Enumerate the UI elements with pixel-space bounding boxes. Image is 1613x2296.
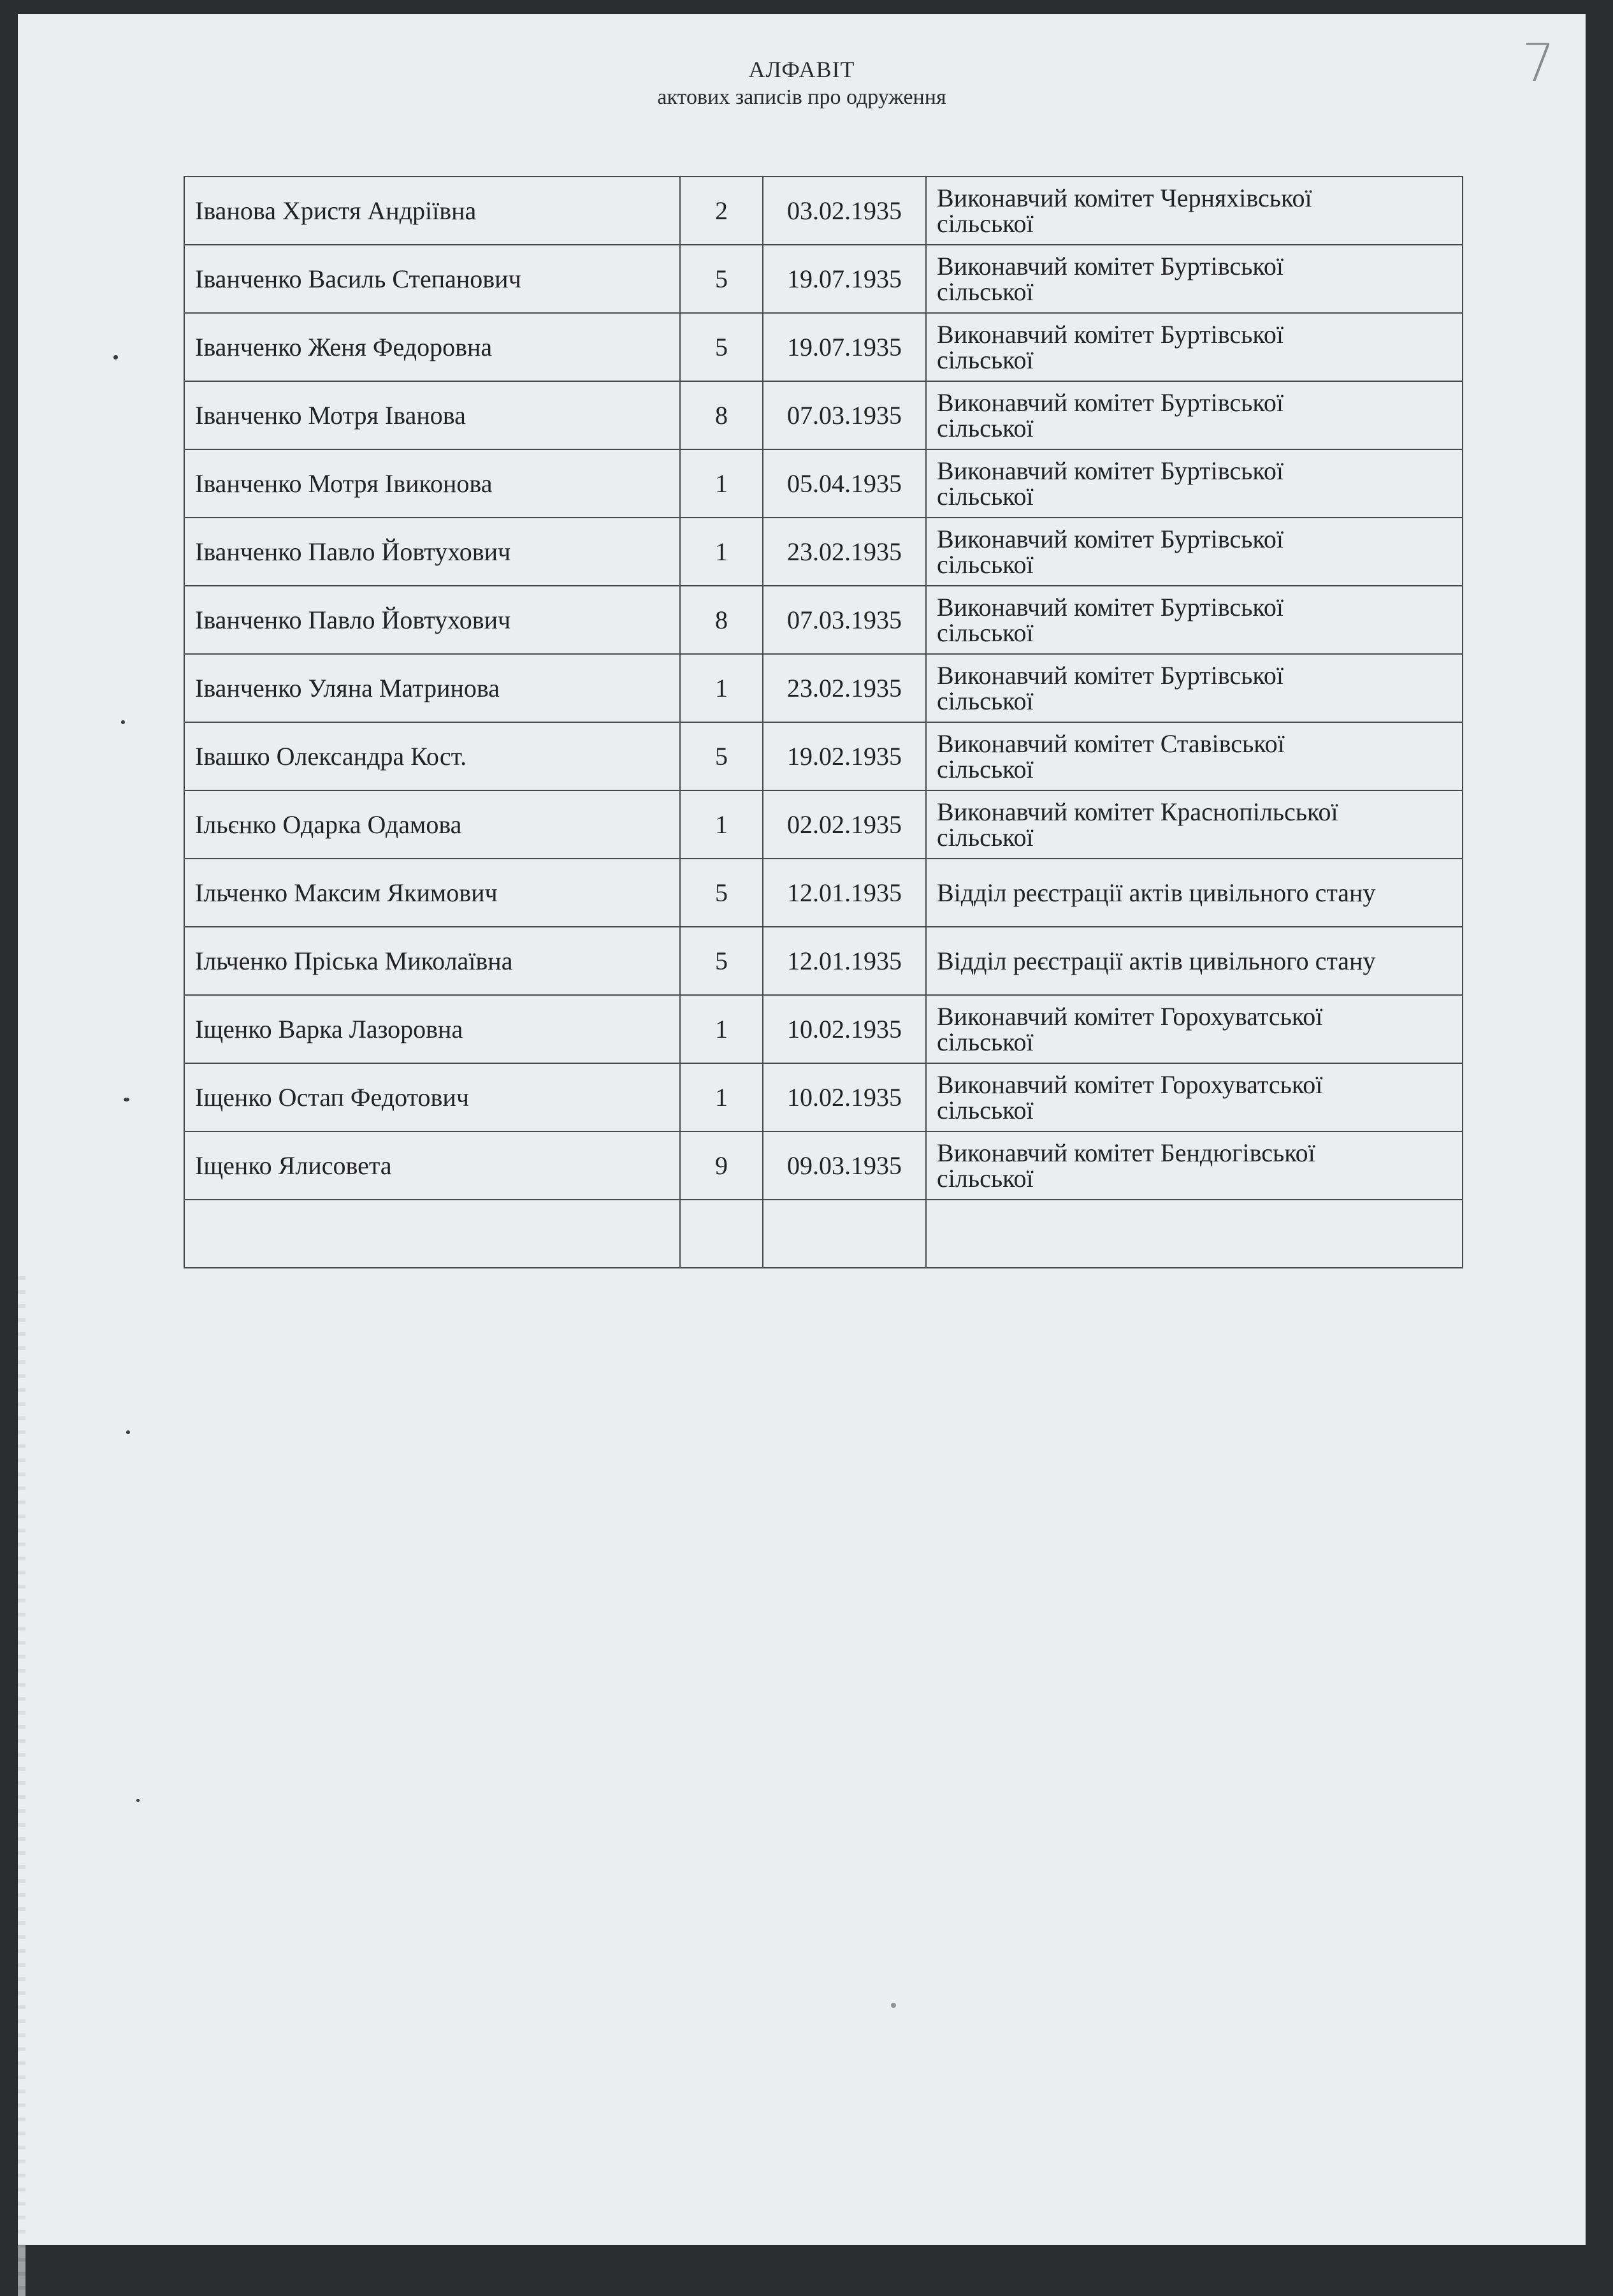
record-number-cell: 1	[680, 995, 763, 1063]
record-date-cell: 12.01.1935	[763, 859, 926, 927]
record-number-cell: 1	[680, 518, 763, 586]
record-name-cell: Іванченко Мотря Іванова	[184, 381, 680, 449]
record-number-cell: 8	[680, 586, 763, 654]
record-date-cell: 05.04.1935	[763, 449, 926, 518]
record-date-cell: 23.02.1935	[763, 518, 926, 586]
table-row	[184, 722, 1463, 790]
record-date-cell: 07.03.1935	[763, 586, 926, 654]
record-number-cell: 8	[680, 381, 763, 449]
record-number-cell: 5	[680, 722, 763, 790]
table-row	[184, 1131, 1463, 1200]
table-row	[184, 995, 1463, 1063]
table-row	[184, 790, 1463, 859]
record-number-cell: 1	[680, 1063, 763, 1131]
record-number-cell: 5	[680, 927, 763, 995]
record-issuer-cell: Виконавчий комітет Буртівської сільської	[926, 245, 1463, 313]
table-row	[184, 586, 1463, 654]
table-row	[184, 449, 1463, 518]
record-name-cell: Іванченко Мотря Івиконова	[184, 449, 680, 518]
record-number-cell	[680, 1200, 763, 1268]
record-issuer-cell: Виконавчий комітет Горохуватської сільської	[926, 995, 1463, 1063]
record-issuer-cell: Виконавчий комітет Ставівської сільської	[926, 722, 1463, 790]
record-name-cell: Іщенко Ялисовета	[184, 1131, 680, 1200]
record-issuer-cell: Виконавчий комітет Буртівської сільської	[926, 518, 1463, 586]
table-row	[184, 381, 1463, 449]
record-name-cell: Іванова Христя Андріївна	[184, 177, 680, 245]
record-date-cell: 19.07.1935	[763, 245, 926, 313]
record-number-cell: 1	[680, 449, 763, 518]
record-name-cell: Ільченко Пріська Миколаївна	[184, 927, 680, 995]
record-name-cell: Іванченко Уляна Матринова	[184, 654, 680, 722]
record-date-cell	[763, 1200, 926, 1268]
record-name-cell: Ільченко Максим Якимович	[184, 859, 680, 927]
scan-edge-marks	[18, 1276, 25, 2296]
scan-speck	[113, 355, 118, 360]
record-name-cell: Іванченко Женя Федоровна	[184, 313, 680, 381]
record-name-cell: Іщенко Варка Лазоровна	[184, 995, 680, 1063]
record-date-cell: 23.02.1935	[763, 654, 926, 722]
record-date-cell: 07.03.1935	[763, 381, 926, 449]
record-name-cell: Іванченко Василь Степанович	[184, 245, 680, 313]
record-issuer-cell: Відділ реєстрації актів цивільного стану	[926, 927, 1463, 995]
record-date-cell: 19.07.1935	[763, 313, 926, 381]
record-name-cell: Іванченко Павло Йовтухович	[184, 518, 680, 586]
record-number-cell: 9	[680, 1131, 763, 1200]
table-row	[184, 927, 1463, 995]
record-date-cell: 19.02.1935	[763, 722, 926, 790]
table-body	[184, 177, 1463, 1268]
record-issuer-cell: Виконавчий комітет Буртівської сільської	[926, 586, 1463, 654]
record-number-cell: 5	[680, 313, 763, 381]
record-issuer-cell: Виконавчий комітет Буртівської сільської	[926, 654, 1463, 722]
table-row	[184, 654, 1463, 722]
table-row	[184, 1200, 1463, 1268]
record-name-cell: Іщенко Остап Федотович	[184, 1063, 680, 1131]
document-page	[18, 14, 1586, 2245]
record-date-cell: 09.03.1935	[763, 1131, 926, 1200]
table-row	[184, 313, 1463, 381]
record-number-cell: 1	[680, 790, 763, 859]
scan-speck	[121, 720, 125, 724]
record-number-cell: 2	[680, 177, 763, 245]
record-name-cell	[184, 1200, 680, 1268]
record-issuer-cell: Виконавчий комітет Буртівської сільської	[926, 381, 1463, 449]
record-number-cell: 5	[680, 245, 763, 313]
table-row	[184, 177, 1463, 245]
table-row	[184, 859, 1463, 927]
record-name-cell: Іванченко Павло Йовтухович	[184, 586, 680, 654]
scan-speck	[891, 2003, 896, 2008]
record-date-cell: 10.02.1935	[763, 995, 926, 1063]
record-issuer-cell: Виконавчий комітет Бендюгівської сільської	[926, 1131, 1463, 1200]
record-number-cell: 1	[680, 654, 763, 722]
document-subtitle: актових записів про одруження	[657, 85, 946, 109]
marriage-records-table	[184, 176, 1463, 1268]
scan-speck	[124, 1098, 129, 1101]
record-issuer-cell: Відділ реєстрації актів цивільного стану	[926, 859, 1463, 927]
table-row	[184, 245, 1463, 313]
scan-speck	[136, 1799, 140, 1802]
record-issuer-cell	[926, 1200, 1463, 1268]
record-date-cell: 02.02.1935	[763, 790, 926, 859]
record-issuer-cell: Виконавчий комітет Горохуватської сільської	[926, 1063, 1463, 1131]
record-issuer-cell: Виконавчий комітет Краснопільської сільської	[926, 790, 1463, 859]
handwritten-page-number: 7	[1522, 33, 1556, 94]
record-date-cell: 10.02.1935	[763, 1063, 926, 1131]
table-row	[184, 1063, 1463, 1131]
record-issuer-cell: Виконавчий комітет Буртівської сільської	[926, 313, 1463, 381]
record-date-cell: 03.02.1935	[763, 177, 926, 245]
record-issuer-cell: Виконавчий комітет Черняхівської сільської	[926, 177, 1463, 245]
document-title: АЛФАВІТ	[748, 57, 855, 82]
table-row	[184, 518, 1463, 586]
record-name-cell: Івашко Олександра Кост.	[184, 722, 680, 790]
record-issuer-cell: Виконавчий комітет Буртівської сільської	[926, 449, 1463, 518]
record-name-cell: Ільєнко Одарка Одамова	[184, 790, 680, 859]
record-number-cell: 5	[680, 859, 763, 927]
scan-speck	[126, 1430, 130, 1434]
record-date-cell: 12.01.1935	[763, 927, 926, 995]
